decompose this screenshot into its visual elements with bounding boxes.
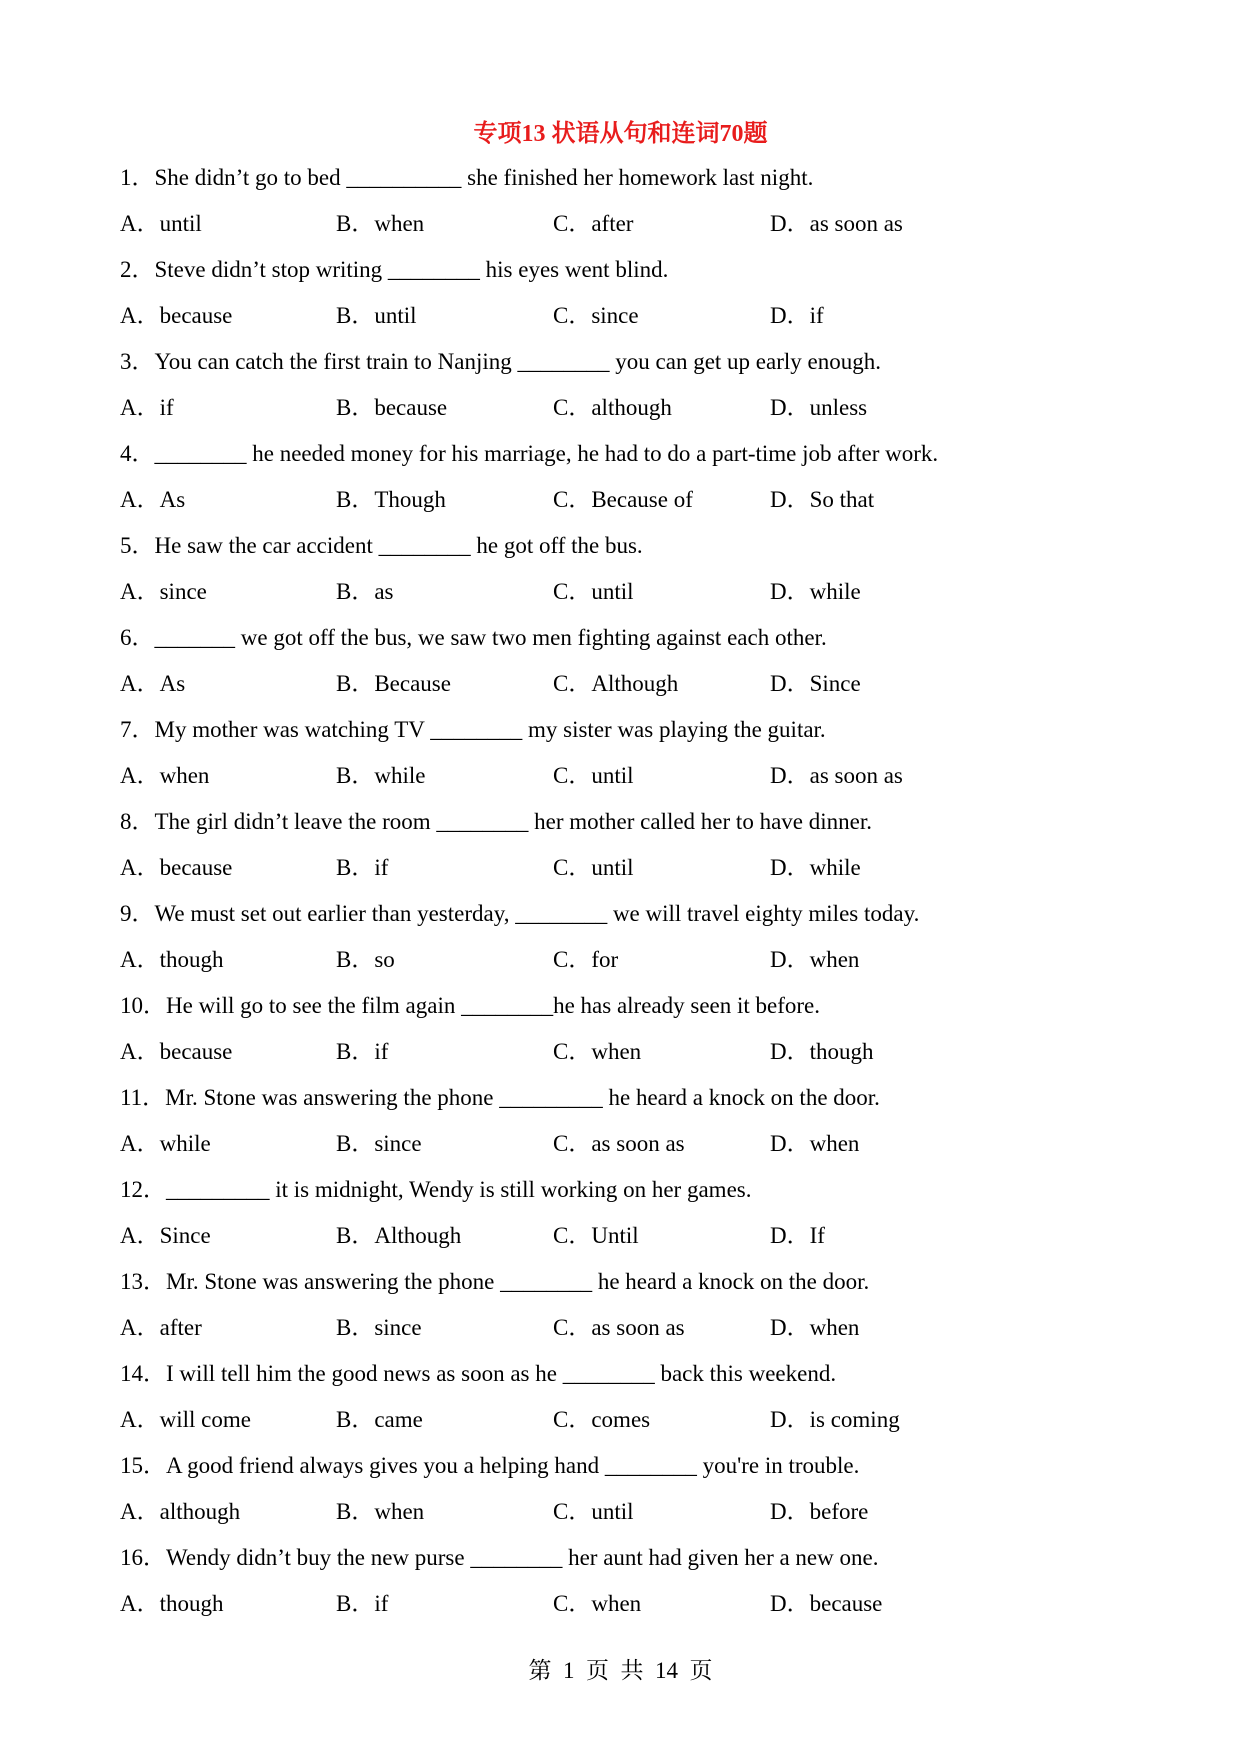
- option-d: D．when: [770, 1315, 860, 1340]
- question-stem: 1．She didn’t go to bed __________ she finished her homework last night.: [120, 165, 814, 190]
- question-item: [120, 1265, 1160, 1357]
- question-options: [120, 207, 1160, 253]
- question-options: [120, 483, 1160, 529]
- option-c: C．when: [553, 1591, 642, 1616]
- option-b: B．if: [336, 855, 389, 880]
- option-d: D．when: [770, 1131, 860, 1156]
- question-stem: 10．He will go to see the film again ________he has already seen it before.: [120, 993, 821, 1018]
- question-options: [120, 851, 1160, 897]
- option-d: D．unless: [770, 395, 868, 420]
- option-d: D．because: [770, 1591, 883, 1616]
- question-stem: 15．A good friend always gives you a helping hand ________ you're in trouble.: [120, 1453, 860, 1478]
- question-stem: 13．Mr. Stone was answering the phone ________ he heard a knock on the door.: [120, 1269, 870, 1294]
- option-d: D．before: [770, 1499, 869, 1524]
- question-list: [120, 161, 1160, 1633]
- option-c: C．although: [553, 395, 672, 420]
- option-d: D．is coming: [770, 1407, 900, 1432]
- question-options: [120, 1219, 1160, 1265]
- option-b: B．when: [336, 1499, 425, 1524]
- option-d: D．while: [770, 579, 861, 604]
- option-c: C．since: [553, 303, 639, 328]
- option-d: D．though: [770, 1039, 874, 1064]
- question-options: [120, 667, 1160, 713]
- question-stem: 5．He saw the car accident ________ he got off the bus.: [120, 533, 643, 558]
- page-footer: 第 1 页 共 14 页: [528, 1658, 713, 1683]
- question-stem: 9．We must set out earlier than yesterday, ________ we will travel eighty miles today.: [120, 901, 920, 926]
- question-options: [120, 1127, 1160, 1173]
- question-stem: 11．Mr. Stone was answering the phone _________ he heard a knock on the door.: [120, 1085, 880, 1110]
- question-stem: 14．I will tell him the good news as soon as he ________ back this weekend.: [120, 1361, 837, 1386]
- question-item: [120, 1173, 1160, 1265]
- question-item: [120, 253, 1160, 345]
- question-stem: 8．The girl didn’t leave the room ________ her mother called her to have dinner.: [120, 809, 872, 834]
- question-item: [120, 713, 1160, 805]
- question-item: [120, 1081, 1160, 1173]
- option-b: B．so: [336, 947, 395, 972]
- option-a: A．after: [120, 1315, 202, 1340]
- question-stem: 7．My mother was watching TV ________ my sister was playing the guitar.: [120, 717, 826, 742]
- question-item: [120, 621, 1160, 713]
- option-a: A．because: [120, 855, 233, 880]
- option-b: B．Because: [336, 671, 451, 696]
- option-c: C．until: [553, 855, 634, 880]
- question-options: [120, 1403, 1160, 1449]
- option-d: D．if: [770, 303, 824, 328]
- option-d: D．while: [770, 855, 861, 880]
- option-c: C．when: [553, 1039, 642, 1064]
- option-b: B．since: [336, 1315, 422, 1340]
- question-options: [120, 1035, 1160, 1081]
- question-item: [120, 1449, 1160, 1541]
- option-a: A．while: [120, 1131, 211, 1156]
- option-b: B．while: [336, 763, 426, 788]
- option-a: A．although: [120, 1499, 241, 1524]
- option-a: A．if: [120, 395, 174, 420]
- question-stem: 3．You can catch the first train to Nanjing ________ you can get up early enough.: [120, 349, 881, 374]
- option-a: A．because: [120, 1039, 233, 1064]
- option-b: B．Though: [336, 487, 446, 512]
- option-a: A．As: [120, 487, 186, 512]
- option-b: B．if: [336, 1039, 389, 1064]
- question-stem: 12．_________ it is midnight, Wendy is still working on her games.: [120, 1177, 752, 1202]
- question-options: [120, 1587, 1160, 1633]
- option-a: A．until: [120, 211, 202, 236]
- question-stem: 6．_______ we got off the bus, we saw two men fighting against each other.: [120, 625, 827, 650]
- question-item: [120, 437, 1160, 529]
- question-item: [120, 989, 1160, 1081]
- option-a: A．will come: [120, 1407, 251, 1432]
- question-item: [120, 529, 1160, 621]
- option-b: B．if: [336, 1591, 389, 1616]
- option-c: C．Because of: [553, 487, 693, 512]
- option-d: D．as soon as: [770, 763, 903, 788]
- option-b: B．came: [336, 1407, 423, 1432]
- question-item: [120, 897, 1160, 989]
- question-options: [120, 391, 1160, 437]
- option-d: D．as soon as: [770, 211, 903, 236]
- option-a: A．since: [120, 579, 207, 604]
- page-title: 专项13 状语从句和连词70题: [473, 121, 768, 147]
- question-item: [120, 1541, 1160, 1633]
- option-c: C．after: [553, 211, 634, 236]
- question-item: [120, 805, 1160, 897]
- option-a: A．though: [120, 1591, 224, 1616]
- option-a: A．when: [120, 763, 210, 788]
- question-stem: 4．________ he needed money for his marriage, he had to do a part-time job after work.: [120, 441, 939, 466]
- question-options: [120, 943, 1160, 989]
- option-c: C．until: [553, 1499, 634, 1524]
- question-options: [120, 1495, 1160, 1541]
- option-d: D．Since: [770, 671, 861, 696]
- question-item: [120, 1357, 1160, 1449]
- option-d: D．If: [770, 1223, 825, 1248]
- option-b: B．since: [336, 1131, 422, 1156]
- option-a: A．because: [120, 303, 233, 328]
- option-b: B．as: [336, 579, 394, 604]
- option-c: C．as soon as: [553, 1315, 685, 1340]
- option-a: A．though: [120, 947, 224, 972]
- option-b: B．because: [336, 395, 448, 420]
- question-stem: 16．Wendy didn’t buy the new purse ________ her aunt had given her a new one.: [120, 1545, 879, 1570]
- option-c: C．Although: [553, 671, 679, 696]
- option-d: D．when: [770, 947, 860, 972]
- question-options: [120, 575, 1160, 621]
- option-c: C．as soon as: [553, 1131, 685, 1156]
- question-options: [120, 759, 1160, 805]
- option-c: C．until: [553, 763, 634, 788]
- option-c: C．comes: [553, 1407, 651, 1432]
- question-item: [120, 345, 1160, 437]
- question-item: [120, 161, 1160, 253]
- option-b: B．until: [336, 303, 417, 328]
- option-c: C．until: [553, 579, 634, 604]
- option-c: C．Until: [553, 1223, 639, 1248]
- question-options: [120, 1311, 1160, 1357]
- option-a: A．As: [120, 671, 186, 696]
- option-a: A．Since: [120, 1223, 211, 1248]
- question-options: [120, 299, 1160, 345]
- option-b: B．Although: [336, 1223, 462, 1248]
- option-b: B．when: [336, 211, 425, 236]
- option-d: D．So that: [770, 487, 875, 512]
- option-c: C．for: [553, 947, 619, 972]
- question-stem: 2．Steve didn’t stop writing ________ his eyes went blind.: [120, 257, 669, 282]
